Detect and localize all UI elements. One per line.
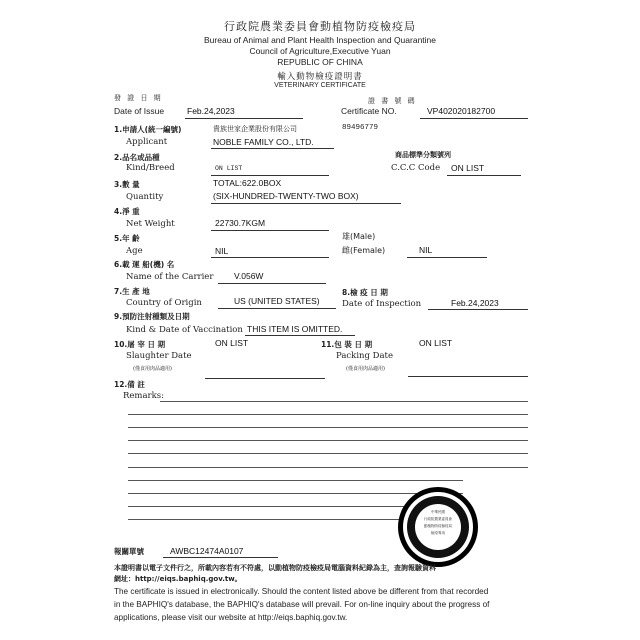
weight-value: 22730.7KGM bbox=[215, 218, 266, 228]
applicant-name-cn: 貴族世家企業股份有限公司 bbox=[213, 125, 297, 133]
report-number-label-cn: 報關單號 bbox=[114, 547, 144, 556]
notice-en-line-1: The certificate is issued in electronically. Should the content listed above be different from that recorded bbox=[114, 587, 489, 596]
age-value: NIL bbox=[215, 246, 229, 256]
age-label: Age bbox=[126, 246, 143, 256]
vaccination-label: Kind & Date of Vaccination bbox=[126, 325, 243, 335]
applicant-label-cn: 1.申請人(統一編號) bbox=[114, 125, 182, 134]
report-number-underline bbox=[163, 557, 278, 558]
seal-text: 檢疫專用 bbox=[431, 531, 445, 535]
certificate-number-value: VP402020182700 bbox=[427, 106, 496, 116]
applicant-underline bbox=[211, 148, 334, 149]
issue-date-label-cn: 發 證 日 期 bbox=[114, 94, 163, 102]
slaughter-value: ON LIST bbox=[215, 338, 249, 348]
origin-label-cn: 7.生 產 地 bbox=[114, 287, 150, 296]
female-label: 雌(Female) bbox=[342, 246, 386, 255]
origin-label: Country of Origin bbox=[126, 298, 202, 308]
country-title: REPUBLIC OF CHINA bbox=[277, 57, 363, 67]
female-underline bbox=[407, 257, 487, 258]
male-label: 雄(Male) bbox=[342, 232, 376, 241]
issue-date-value: Feb.24,2023 bbox=[187, 106, 235, 116]
weight-underline bbox=[211, 230, 329, 231]
remarks-line bbox=[128, 440, 528, 441]
inspection-value: Feb.24,2023 bbox=[451, 298, 499, 308]
kind-underline bbox=[211, 175, 329, 176]
agency-title-en: Bureau of Animal and Plant Health Inspection and Quarantine bbox=[203, 35, 436, 45]
seal-text: 動植物防疫檢疫局 bbox=[424, 524, 452, 528]
quantity-value-words: (SIX-HUNDRED-TWENTY-TWO BOX) bbox=[213, 191, 359, 201]
inspection-underline bbox=[428, 309, 528, 310]
packing-label-cn: 11.包 裝 日 期 bbox=[321, 340, 373, 349]
packing-underline bbox=[408, 376, 528, 377]
packing-label: Packing Date bbox=[336, 351, 393, 361]
remarks-line bbox=[128, 467, 528, 468]
certificate-title-en: VETERINARY CERTIFICATE bbox=[274, 82, 366, 89]
applicant-id: 89496779 bbox=[342, 124, 379, 132]
council-title: Council of Agriculture,Executive Yuan bbox=[249, 46, 391, 56]
report-number-value: AWBC12474A0107 bbox=[170, 546, 244, 556]
weight-label-cn: 4.淨 重 bbox=[114, 207, 140, 216]
notice-cn-line-1: 本證明書以電子文件行之，所載內容若有不符處，以動植物防疫檢疫局電腦資料紀錄為主，查詢報驗資料 bbox=[114, 564, 436, 572]
vaccination-value: THIS ITEM IS OMITTED. bbox=[247, 324, 343, 334]
kind-label: Kind/Breed bbox=[126, 163, 175, 173]
origin-value: US (UNITED STATES) bbox=[234, 296, 320, 306]
remarks-label-cn: 12.備 註 bbox=[114, 380, 145, 389]
agency-title-cn: 行政院農業委員會動植物防疫檢疫局 bbox=[224, 20, 416, 33]
carrier-label: Name of the Carrier bbox=[126, 272, 214, 282]
kind-value: ON LIST bbox=[215, 165, 243, 172]
packing-note: (僅食用肉品適用) bbox=[346, 366, 385, 372]
ccc-code-label-cn: 商品標準分類號列 bbox=[395, 151, 451, 159]
kind-label-cn: 2.品名或品種 bbox=[114, 153, 160, 162]
carrier-underline bbox=[218, 283, 326, 284]
issue-date-underline bbox=[185, 118, 303, 119]
notice-en-line-3: applications, please visit our website at http://eiqs.baphiq.gov.tw. bbox=[114, 613, 348, 622]
notice-cn-line-2: 網址：http://eiqs.baphiq.gov.tw。 bbox=[114, 575, 242, 583]
carrier-label-cn: 6.載 運 船(機) 名 bbox=[114, 260, 175, 269]
slaughter-label-cn: 10.屠 宰 日 期 bbox=[114, 340, 166, 349]
applicant-label: Applicant bbox=[126, 137, 168, 147]
ccc-code-label: C.C.C Code bbox=[391, 163, 441, 173]
quantity-label: Quantity bbox=[126, 192, 164, 202]
remarks-line bbox=[128, 480, 463, 481]
age-label-cn: 5.年 齡 bbox=[114, 234, 140, 243]
origin-underline bbox=[218, 308, 336, 309]
remarks-label: Remarks: bbox=[123, 391, 164, 401]
vaccination-label-cn: 9.預防注射種類及日期 bbox=[114, 312, 190, 321]
seal-text: 中華民國 bbox=[431, 510, 445, 514]
certificate-title-cn: 輸入動物檢疫證明書 bbox=[277, 72, 363, 82]
remarks-line bbox=[128, 453, 528, 454]
ccc-code-value: ON LIST bbox=[451, 163, 485, 173]
notice-en-line-2: in the BAPHIQ's database, the BAPHIQ's database will prevail. For on-line inquiry about the progress of bbox=[114, 600, 490, 609]
quantity-value-total: TOTAL:622.0BOX bbox=[213, 178, 282, 188]
slaughter-label: Slaughter Date bbox=[126, 351, 192, 361]
issue-date-label: Date of Issue bbox=[114, 106, 165, 116]
seal-text: 行政院農業委員會 bbox=[424, 517, 452, 521]
quantity-underline bbox=[211, 203, 401, 204]
slaughter-underline bbox=[205, 378, 325, 379]
certificate-number-label-cn: 證 書 號 碼 bbox=[368, 97, 417, 105]
packing-value: ON LIST bbox=[419, 338, 453, 348]
remarks-line bbox=[160, 401, 528, 402]
female-value: NIL bbox=[419, 245, 433, 255]
ccc-code-underline bbox=[447, 175, 521, 176]
quantity-label-cn: 3.數 量 bbox=[114, 180, 140, 189]
certificate-number-underline bbox=[420, 118, 528, 119]
official-seal bbox=[398, 487, 478, 567]
carrier-value: V.056W bbox=[234, 271, 264, 281]
slaughter-note: (僅食用肉品適用) bbox=[133, 366, 172, 372]
inspection-label-cn: 8.檢 疫 日 期 bbox=[342, 288, 388, 297]
applicant-name-en: NOBLE FAMILY CO., LTD. bbox=[213, 137, 314, 147]
vaccination-underline bbox=[245, 335, 355, 336]
remarks-line bbox=[128, 414, 528, 415]
remarks-line bbox=[128, 427, 528, 428]
age-underline bbox=[211, 257, 329, 258]
remarks-line bbox=[128, 493, 463, 494]
weight-label: Net Weight bbox=[126, 219, 175, 229]
certificate-number-label: Certificate NO. bbox=[341, 106, 397, 116]
inspection-label: Date of Inspection bbox=[342, 299, 422, 309]
